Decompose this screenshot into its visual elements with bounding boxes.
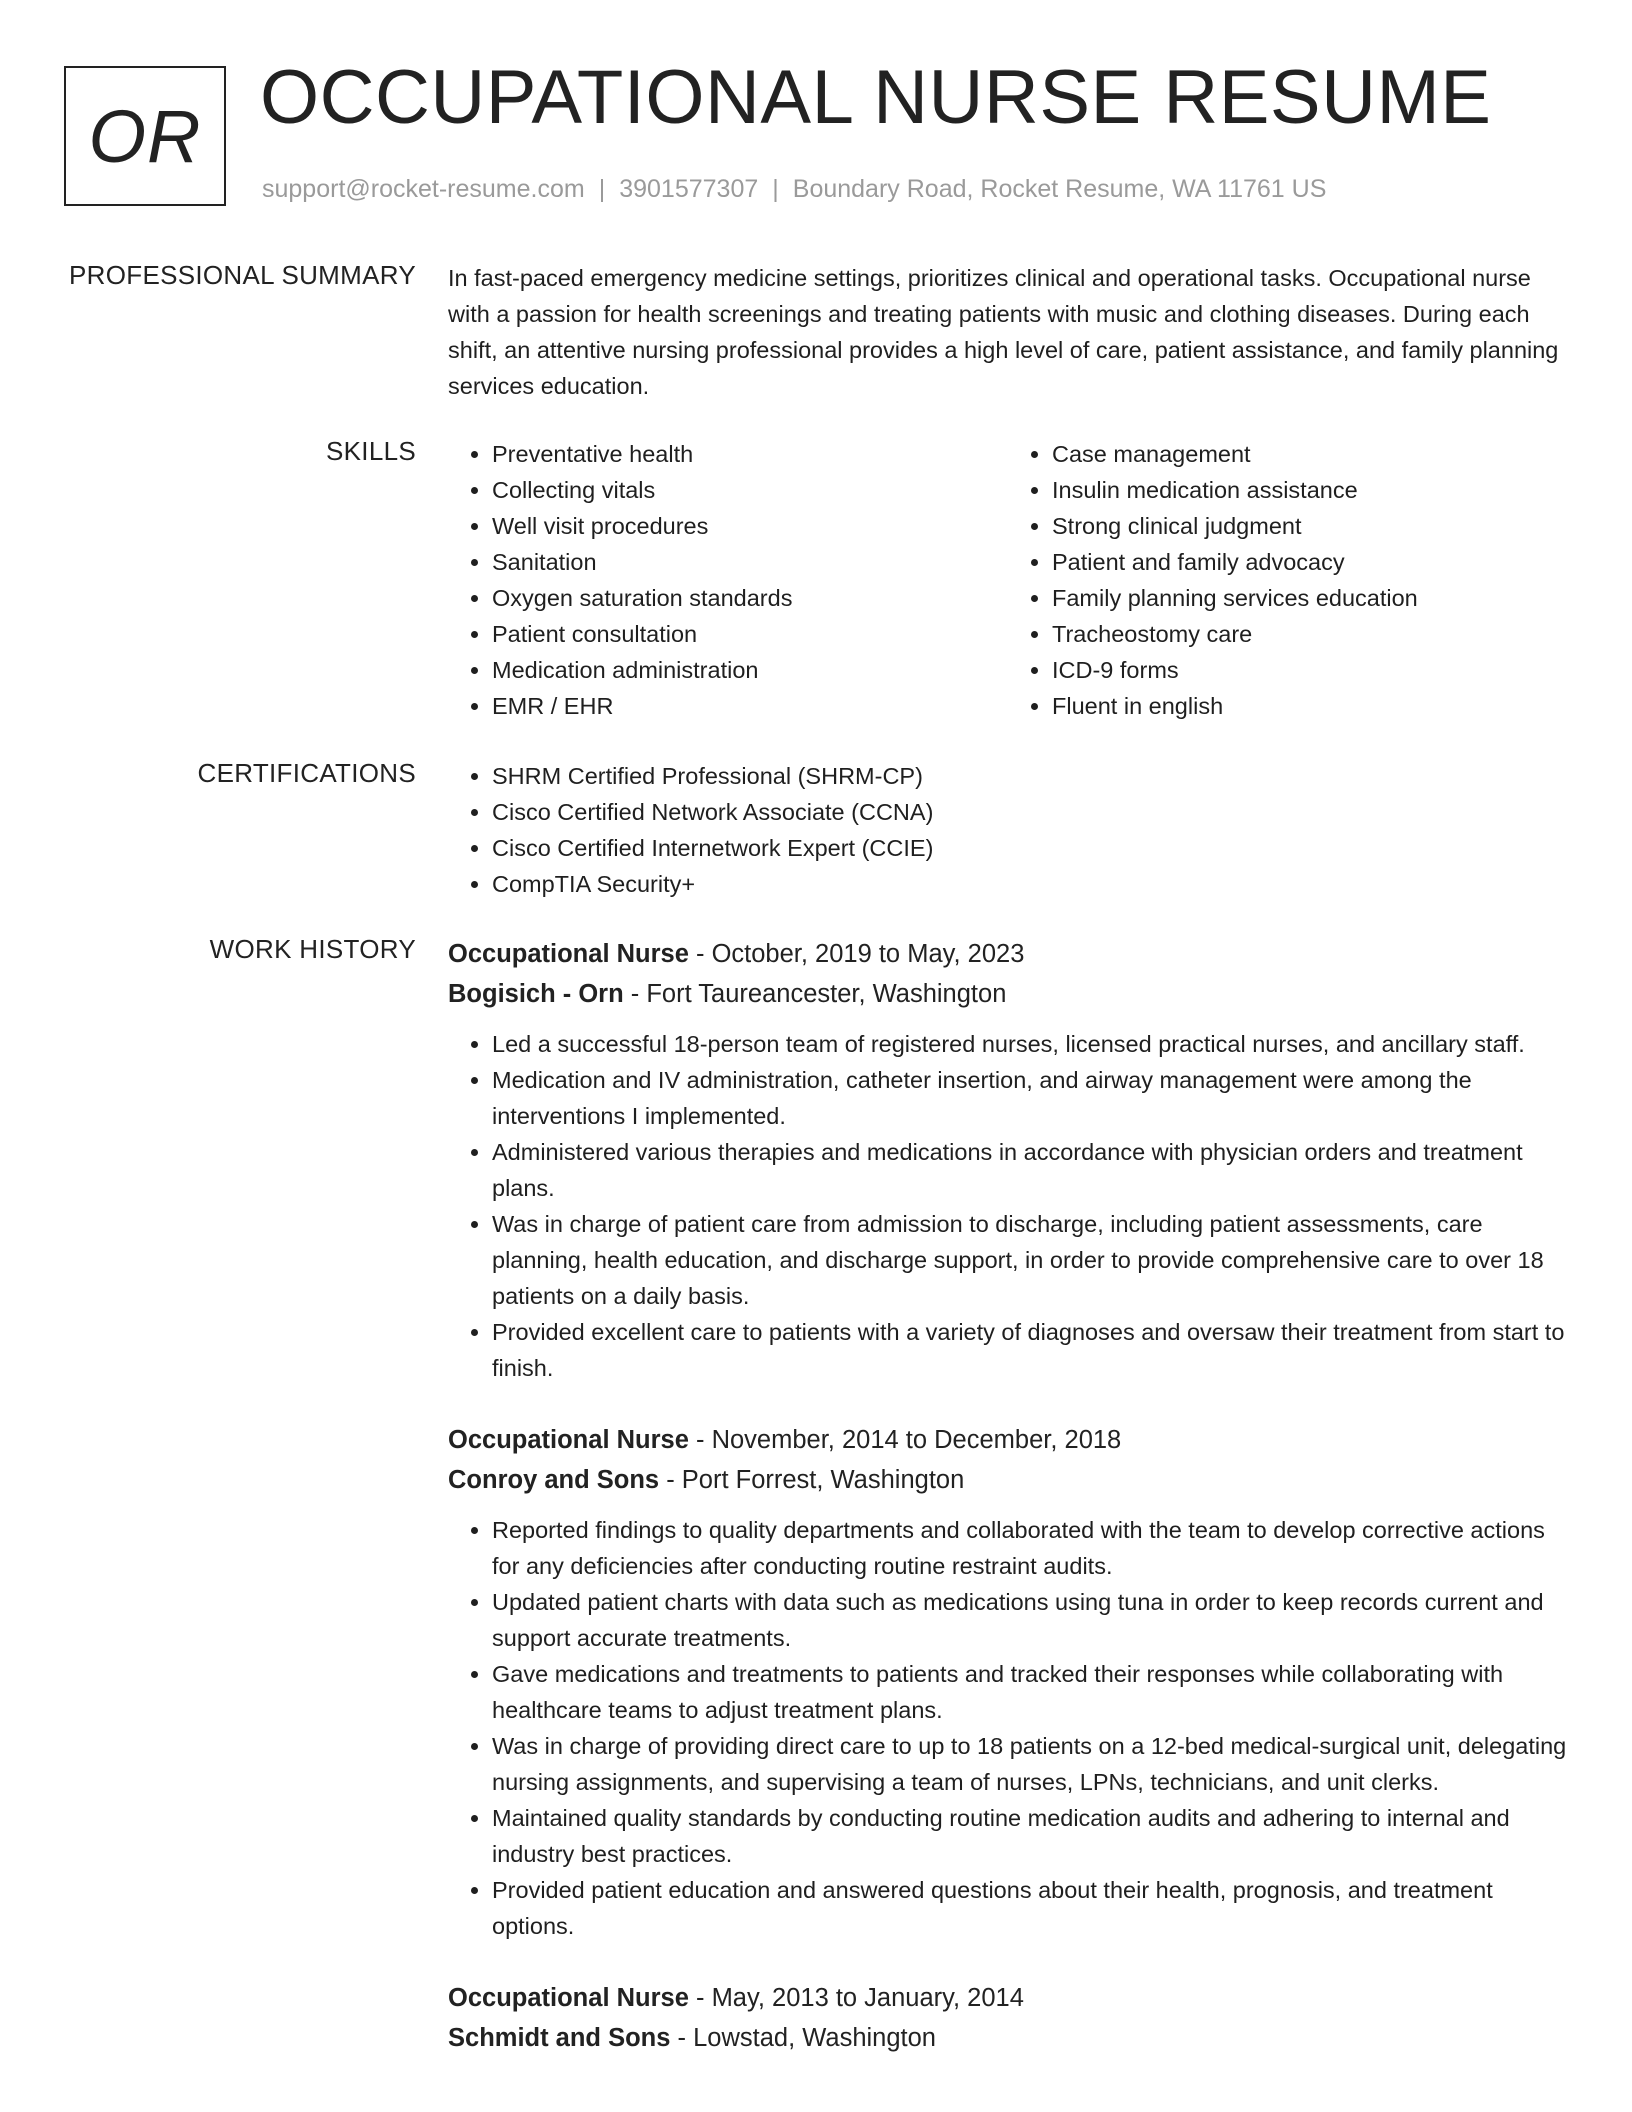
skill-item: • Well visit procedures [492,508,1008,544]
job-entry [448,1420,1568,1944]
skill-item: • EMR / EHR [492,688,1008,724]
skill-item: • Patient and family advocacy [1052,544,1568,580]
job-dates: - May, 2013 to January, 2014 [688,1984,1024,2012]
job-location: - Fort Taureancester, Washington [623,980,1007,1008]
skill-item: • Medication administration [492,652,1008,688]
certifications-body [448,758,1568,902]
skills-list-left [448,436,1008,724]
job-duty-item: • Reported findings to quality departments and collaborated with the team to develop corrective actions for any deficiencies after conducting routine restraint audits. [492,1512,1568,1584]
job-entry [448,1978,1568,2058]
skill-item: • Sanitation [492,544,1008,580]
job-title-line [448,934,1568,974]
job-company: Bogisich - Orn [448,980,624,1008]
job-duty-item: • Maintained quality standards by conducting routine medication audits and adhering to internal and industry best practices. [492,1800,1568,1872]
work-history-body [448,934,1568,2092]
section-label-skills: SKILLS [326,436,416,466]
contact-separator: | [598,175,606,203]
section-label-summary: PROFESSIONAL SUMMARY [69,260,416,290]
skill-item: • ICD-9 forms [1052,652,1568,688]
skill-item: • Fluent in english [1052,688,1568,724]
job-title-line [448,1978,1568,2018]
section-label-work-history: WORK HISTORY [209,934,416,964]
job-duty-item: • Updated patient charts with data such as medications using tuna in order to keep records current and support accurate treatments. [492,1584,1568,1656]
skills-body [448,436,1568,724]
job-title: Occupational Nurse [448,940,689,968]
job-company-line [448,974,1568,1014]
job-location: - Port Forrest, Washington [659,1466,965,1494]
monogram-initials: OR [88,94,202,178]
skills-list-right [1008,436,1568,724]
skill-item: • Strong clinical judgment [1052,508,1568,544]
certifications-list [448,758,1568,902]
job-duty-item: • Was in charge of providing direct care to up to 18 patients on a 12-bed medical-surgical unit, delegating nursing assignments, and supervising a team of nurses, LPNs, technicians, and unit clerks. [492,1728,1568,1800]
contact-phone[interactable]: 3901577307 [619,175,759,203]
job-company: Conroy and Sons [448,1466,660,1494]
job-duties-list [448,1512,1568,1944]
skill-item: • Preventative health [492,436,1008,472]
skill-item: • Patient consultation [492,616,1008,652]
job-title-line [448,1420,1568,1460]
skill-item: • Collecting vitals [492,472,1008,508]
job-dates: - October, 2019 to May, 2023 [688,940,1025,968]
section-label-certifications: CERTIFICATIONS [197,758,416,788]
job-title: Occupational Nurse [448,1426,689,1454]
job-company: Schmidt and Sons [448,2024,671,2052]
skill-item: • Case management [1052,436,1568,472]
certification-item: • Cisco Certified Internetwork Expert (CCIE) [492,830,1568,866]
skill-item: • Oxygen saturation standards [492,580,1008,616]
contact-line [262,175,1326,204]
skill-item: • Family planning services education [1052,580,1568,616]
summary-body [448,260,1568,404]
contact-email[interactable]: support@rocket-resume.com [262,175,585,203]
job-duties-list [448,1026,1568,1386]
skill-item: • Insulin medication assistance [1052,472,1568,508]
job-duty-item: • Gave medications and treatments to patients and tracked their responses while collaborating with healthcare teams to adjust treatment plans. [492,1656,1568,1728]
certification-item: • CompTIA Security+ [492,866,1568,902]
job-dates: - November, 2014 to December, 2018 [688,1426,1122,1454]
job-entry [448,934,1568,1386]
resume-title: OCCUPATIONAL NURSE RESUME [260,55,1492,140]
certification-item: • Cisco Certified Network Associate (CCNA) [492,794,1568,830]
monogram-box [64,66,226,206]
job-company-line [448,2018,1568,2058]
job-location: - Lowstad, Washington [670,2024,936,2052]
contact-separator: | [772,175,779,203]
summary-text: In fast-paced emergency medicine settings, prioritizes clinical and operational tasks. Occupational nurse with a passion for health screenings and treating patients with music and clothing diseases. During each shift, an attentive nursing professional provides a high level of care, patient assistance, and family planning services education. [448,265,1559,399]
job-title: Occupational Nurse [448,1984,689,2012]
skill-item: • Tracheostomy care [1052,616,1568,652]
job-duty-item: • Provided patient education and answered questions about their health, prognosis, and treatment options. [492,1872,1568,1944]
job-duty-item: • Led a successful 18-person team of registered nurses, licensed practical nurses, and ancillary staff. [492,1026,1568,1062]
job-duty-item: • Provided excellent care to patients with a variety of diagnoses and oversaw their treatment from start to finish. [492,1314,1568,1386]
job-duty-item: • Medication and IV administration, catheter insertion, and airway management were among the interventions I implemented. [492,1062,1568,1134]
job-duty-item: • Was in charge of patient care from admission to discharge, including patient assessments, care planning, health education, and discharge support, in order to provide comprehensive care to over 18 patients on a daily basis. [492,1206,1568,1314]
certification-item: • SHRM Certified Professional (SHRM-CP) [492,758,1568,794]
job-duty-item: • Administered various therapies and medications in accordance with physician orders and treatment plans. [492,1134,1568,1206]
contact-address: Boundary Road, Rocket Resume, WA 11761 US [792,175,1327,203]
job-company-line [448,1460,1568,1500]
